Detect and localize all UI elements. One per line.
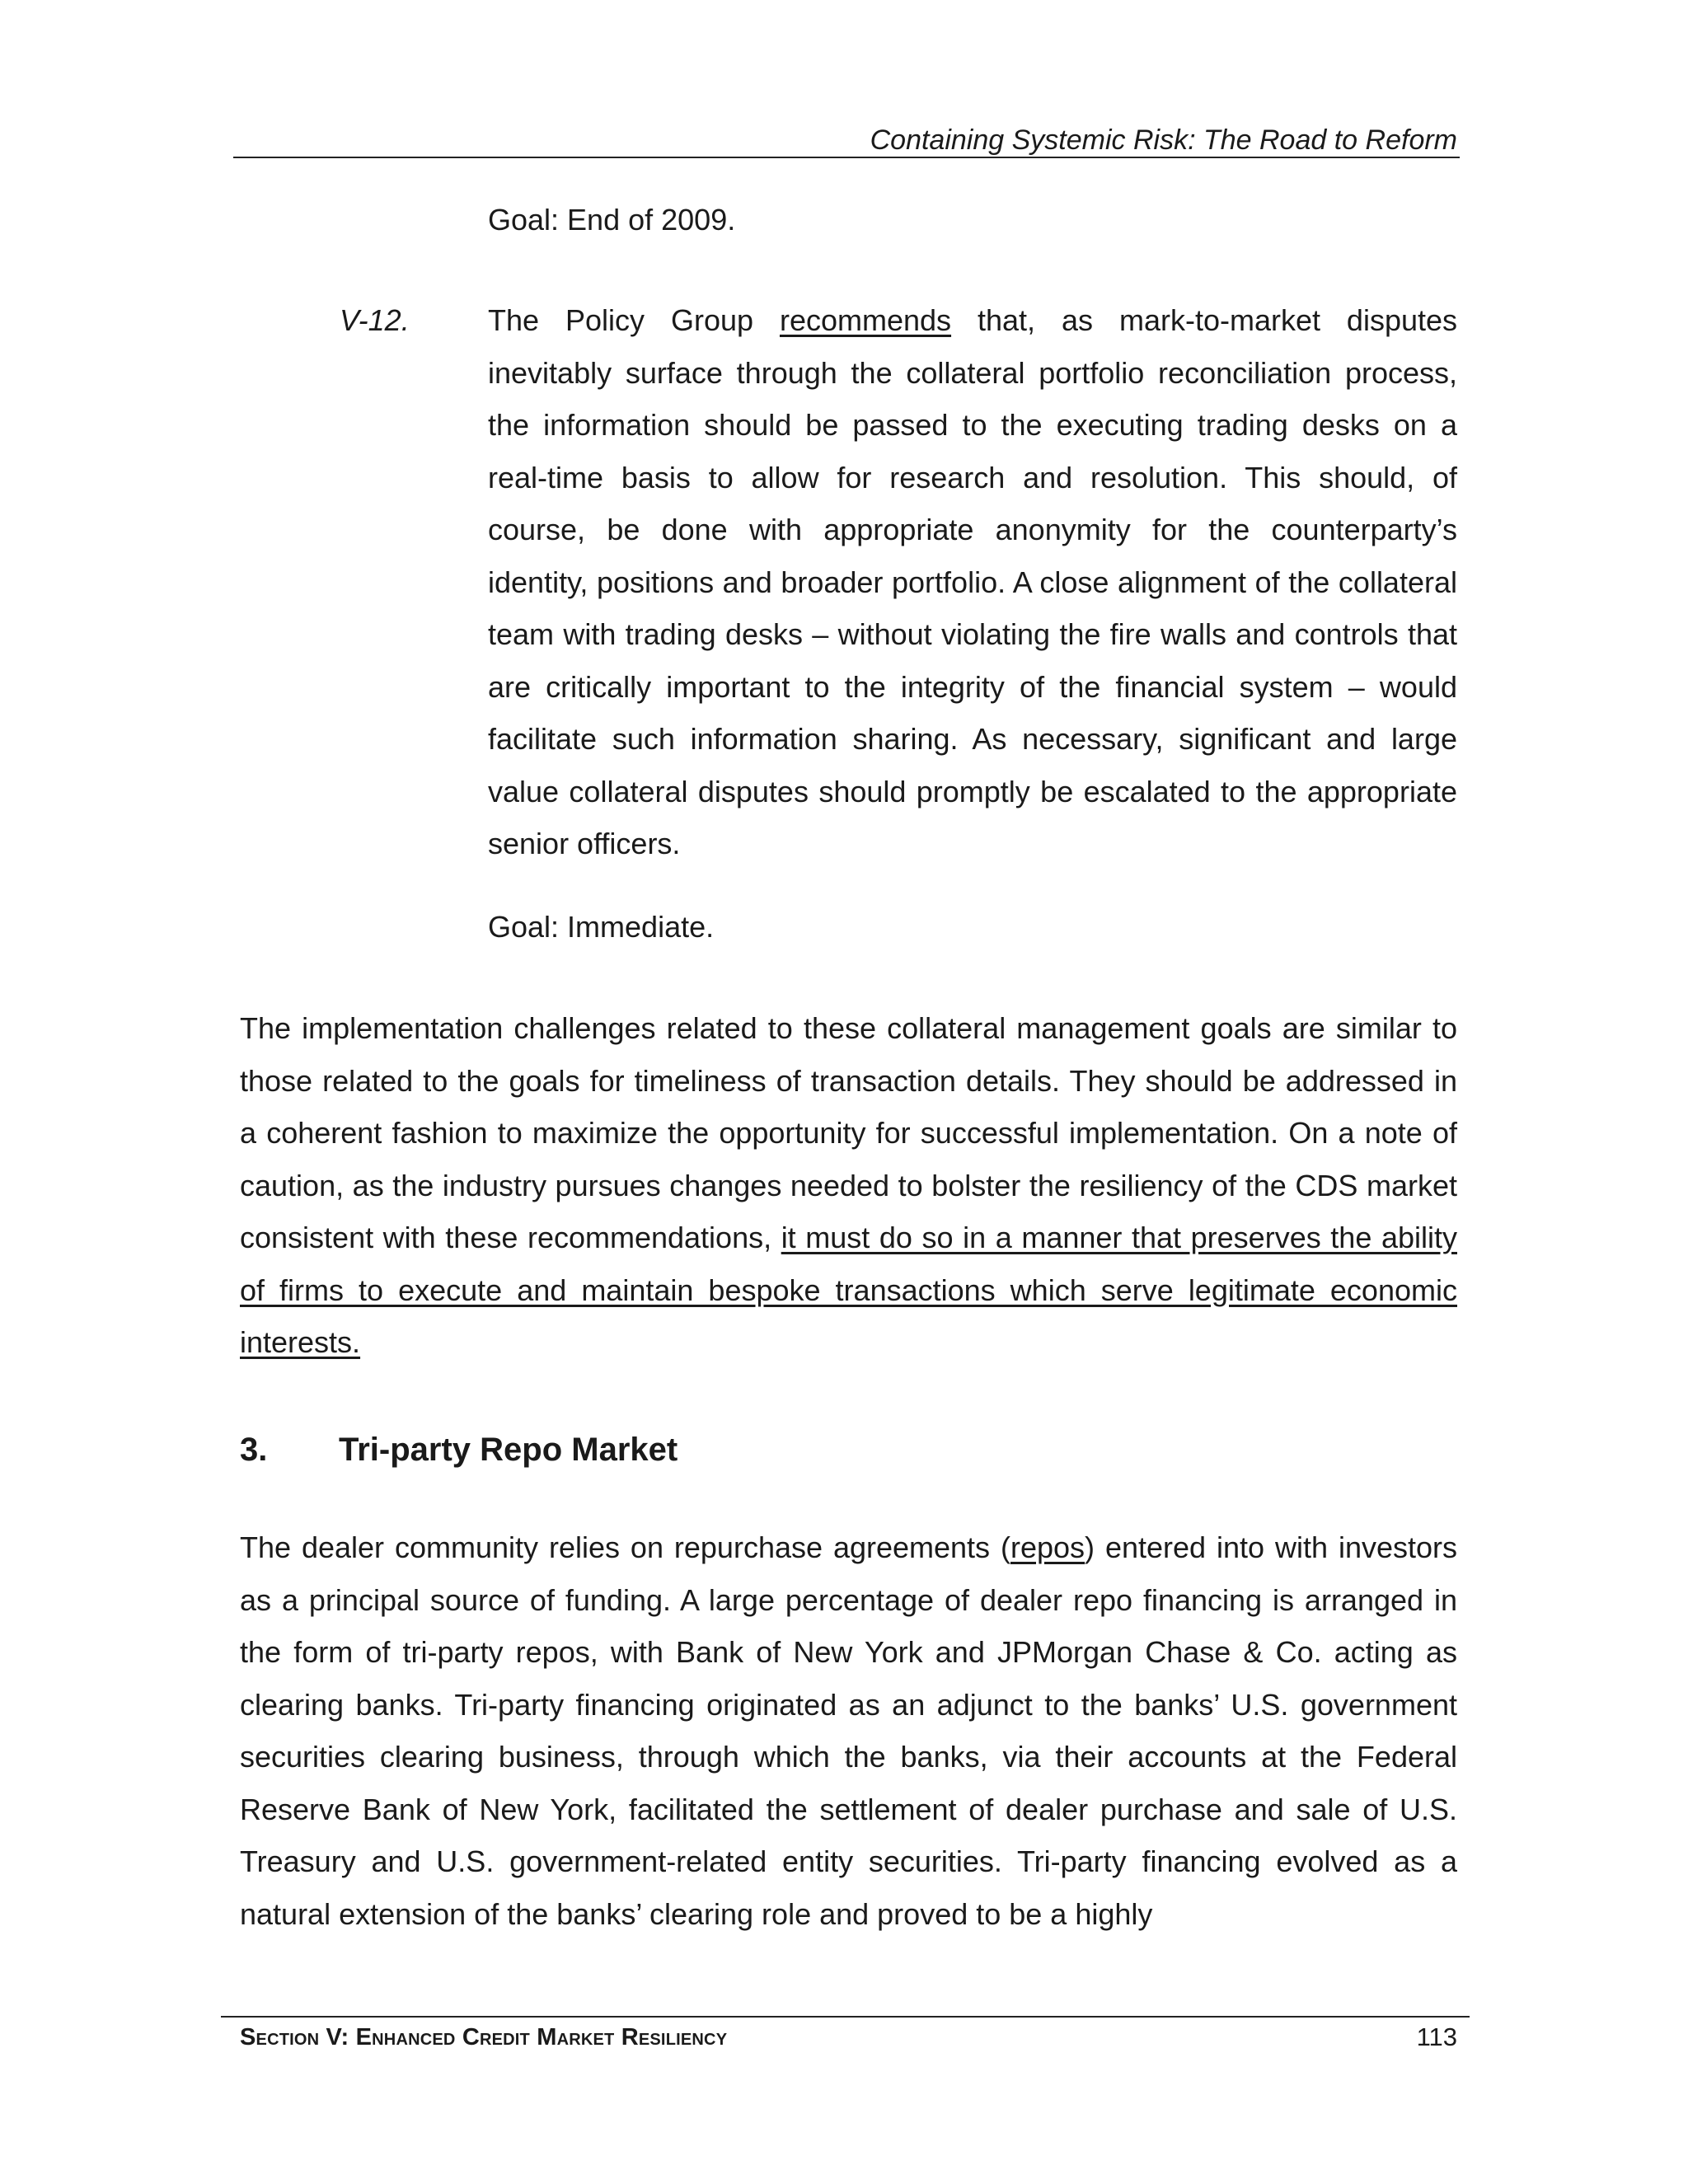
repo-paragraph bbox=[240, 1521, 1457, 1940]
repo-underlined-word: repos bbox=[1010, 1530, 1085, 1564]
recommendation-v12-text bbox=[488, 294, 1457, 870]
footer-section-label: Section V: Enhanced Credit Market Resiliency bbox=[240, 2024, 728, 2050]
implementation-paragraph bbox=[240, 1002, 1457, 1369]
footer-rule bbox=[221, 2016, 1470, 2018]
repo-text-before: The dealer community relies on repurchase agreements ( bbox=[240, 1530, 1010, 1564]
recommendation-label: V-12. bbox=[340, 303, 410, 337]
repo-text-after: ) entered into with investors as a principal source of funding. A large percentage of dealer repo financing is arranged in the form of tri-party repos, with Bank of New York and JPMorgan Chase & Co. acting as clearing banks. Tri-party financing originated as an adjunct to the banks’ U.S. government securities clearing business, through which the banks, via their accounts at the Federal Reserve Bank of New York, facilitated the settlement of dealer purchase and sale of U.S. Treasury and U.S. government-related entity securities. Tri-party financing evolved as a natural extension of the banks’ clearing role and proved to be a highly bbox=[240, 1530, 1457, 1931]
section-title: Tri-party Repo Market bbox=[339, 1432, 678, 1468]
header-rule bbox=[233, 157, 1460, 158]
goal-end-2009: Goal: End of 2009. bbox=[488, 203, 736, 237]
rec-text-before: The Policy Group bbox=[488, 303, 780, 337]
rec-underlined-word: recommends bbox=[779, 303, 952, 337]
implementation-text: The implementation challenges related to these collateral management goals are similar to those related to the goals for timeliness of transaction details. They should be addressed in a coherent fashion to maximize the opportunity for successful implementation. On a note of caution, as the industry pursues changes needed to bolster the resiliency of the CDS market consistent with these recommendations, bbox=[240, 1011, 1457, 1254]
rec-text-after: that, as mark-to-market disputes inevitably surface through the collateral portfolio reconciliation process, the information should be passed to the executing trading desks on a real-time basis to allow for research and resolution. This should, of course, be done with appropriate anonymity for the counterparty’s identity, positions and broader portfolio. A close alignment of the collateral team with trading desks – without violating the fire walls and controls that are critically important to the integrity of the financial system – would facilitate such information sharing. As necessary, significant and large value collateral disputes should promptly be escalated to the appropriate senior officers. bbox=[488, 303, 1458, 860]
section-number: 3. bbox=[240, 1432, 268, 1468]
implementation-underlined: it must do so in a manner that preserves the ability of firms to execute and maintain bespoke transactions which serve legitimate economic interests. bbox=[240, 1221, 1457, 1359]
page-number: 113 bbox=[1416, 2022, 1457, 2051]
goal-immediate: Goal: Immediate. bbox=[488, 910, 715, 944]
running-header: Containing Systemic Risk: The Road to Reform bbox=[870, 124, 1457, 156]
section-heading bbox=[240, 1424, 678, 1476]
